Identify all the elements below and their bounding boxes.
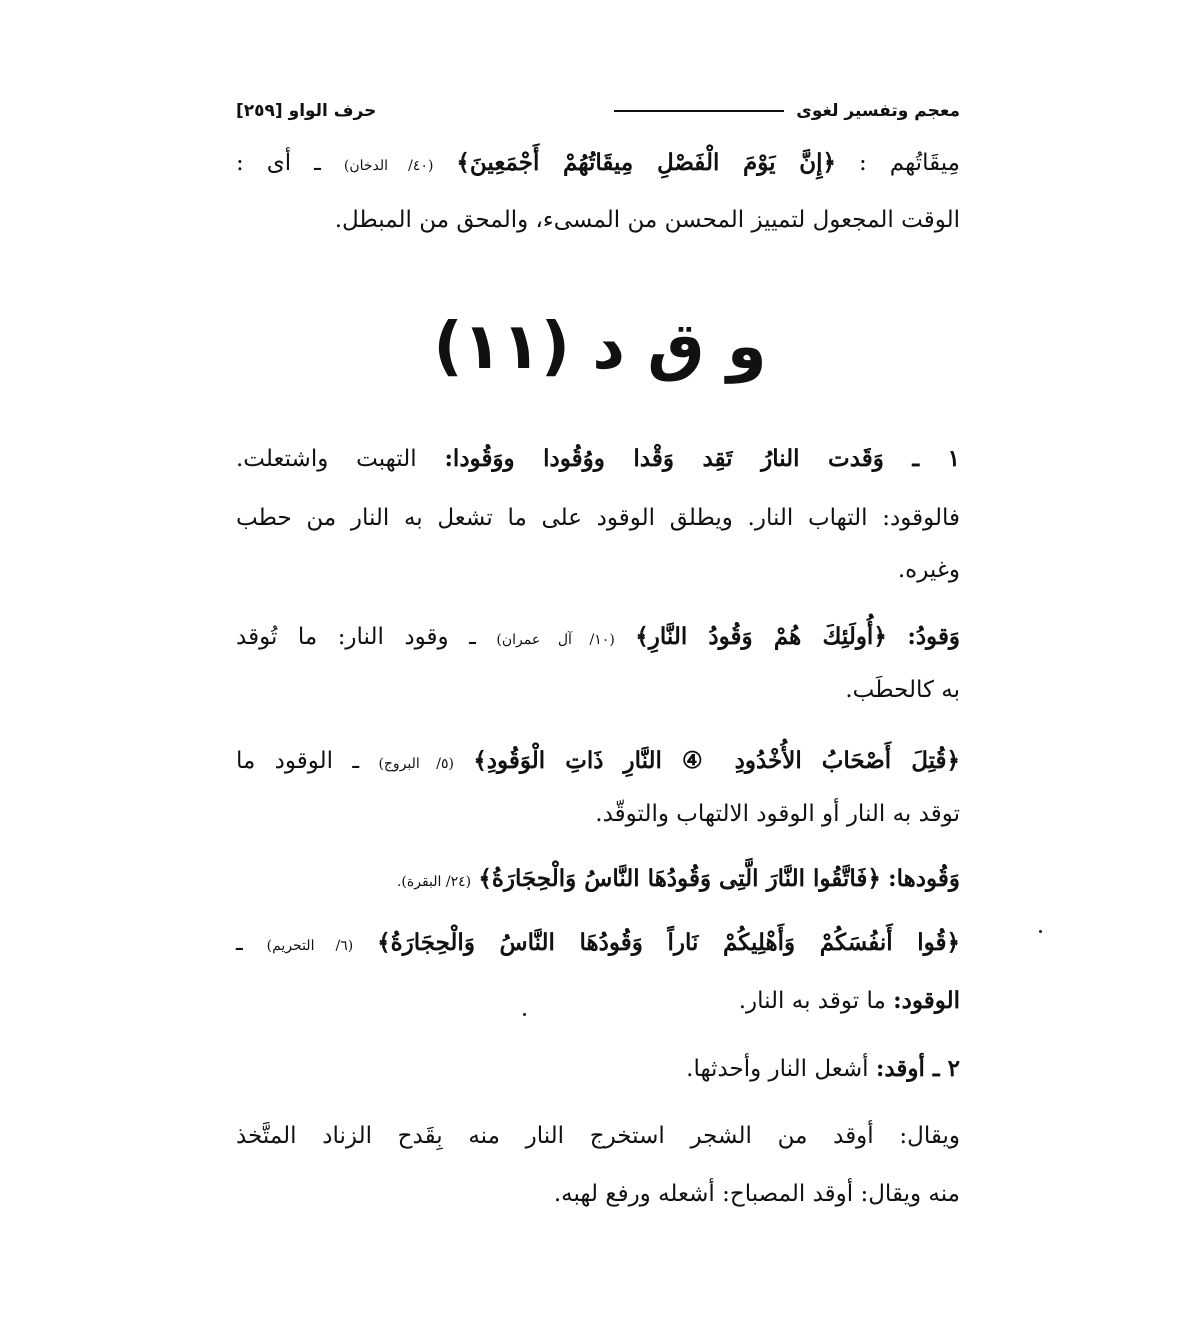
para5-line-1 [236, 930, 960, 956]
para7-line-1: ويقال: أوقد من الشجر استخرج النار منه بِقَدح الزناد المتَّخذ [236, 1123, 960, 1149]
quran-verse: ﴿قُتِلَ أَصْحَابُ الأُخْدُودِ ④ النَّارِ ذَاتِ الْوَقُودِ﴾ [473, 747, 961, 774]
para1-line-3: وغيره. [897, 557, 960, 583]
para7-line-2: منه ويقال: أوقد المصباح: أشعله ورفع لهبه. [553, 1181, 960, 1207]
definition-text: ـ وقود النار: ما تُوقد [236, 624, 476, 650]
definition-headword: ١ ـ وَقَدت النارُ تَقِد وَقْدا ووُقُودا ووَقُودا: [444, 445, 961, 472]
para5-line-2 [236, 988, 960, 1014]
para4-line [290, 866, 960, 892]
scan-speck [1039, 930, 1042, 933]
verse-reference: (٢٤/ البقرة). [396, 874, 472, 890]
headword: وَقودُ: [907, 623, 961, 650]
para1-line-1 [236, 446, 960, 472]
page-number: [٢٥٩] [236, 101, 283, 121]
quran-verse: ﴿قُوا أَنفُسَكُمْ وَأَهْلِيكُمْ نَاراً وَقُودُهَا النَّاسُ وَالْحِجَارَةُ﴾ [377, 929, 961, 956]
headword: الوقود: [893, 987, 960, 1014]
scan-speck [523, 1013, 526, 1016]
para2-line-1 [236, 624, 960, 650]
para2-line-2: به كالحطَب. [845, 677, 960, 703]
running-header [236, 96, 960, 126]
definition-text: التهبت واشتعلت. [236, 446, 417, 472]
quran-verse: ﴿أُولَئِكَ هُمْ وَقُودُ النَّارِ﴾ [635, 623, 887, 650]
verse-reference: (٦/ التحريم) [266, 938, 354, 954]
header-rule [614, 110, 784, 112]
para3-line-1 [236, 748, 960, 774]
header-chapter: حرف الواو [288, 101, 377, 121]
definition-text: أشعل النار وأحدثها. [686, 1056, 869, 1082]
verse-reference: (٥/ البروج) [378, 756, 454, 772]
para3-line-2: توقد به النار أو الوقود الالتهاب والتوقّد. [595, 801, 960, 827]
verse-reference: (١٠/ آل عمران) [496, 632, 615, 648]
verse-reference: (٤٠/ الدخان) [343, 158, 434, 174]
definition-text: ـ الوقود ما [236, 748, 360, 774]
intro-word: مِيقَاتُهم : [859, 150, 960, 176]
intro-text: ـ أى : [236, 150, 321, 176]
header-book-title-group [614, 101, 960, 121]
intro-line-1 [236, 150, 960, 176]
entry-title: و ق د (١١) [433, 310, 767, 384]
intro-line-2: الوقت المجعول لتمييز المحسن من المسىء، والمحق من المبطل. [334, 207, 960, 233]
para1-line-2: فالوقود: التهاب النار. ويطلق الوقود على ما تشعل به النار من حطب [236, 505, 960, 531]
dash: ـ [236, 930, 243, 956]
header-book-title: معجم وتفسير لغوى [796, 101, 960, 121]
para6-line [236, 1056, 960, 1082]
headword: وَقُودها: [888, 865, 960, 892]
definition-text: ما توقد به النار. [738, 988, 886, 1014]
definition-headword: ٢ ـ أوقد: [875, 1055, 960, 1082]
header-chapter-group [236, 101, 376, 121]
quran-verse: ﴿فَاتَّقُوا النَّارَ الَّتِى وَقُودُهَا النَّاسُ وَالْحِجَارَةُ﴾ [478, 865, 881, 892]
quran-verse: ﴿إِنَّ يَوْمَ الْفَصْلِ مِيقَاتُهُمْ أَجْمَعِينَ﴾ [456, 149, 837, 176]
